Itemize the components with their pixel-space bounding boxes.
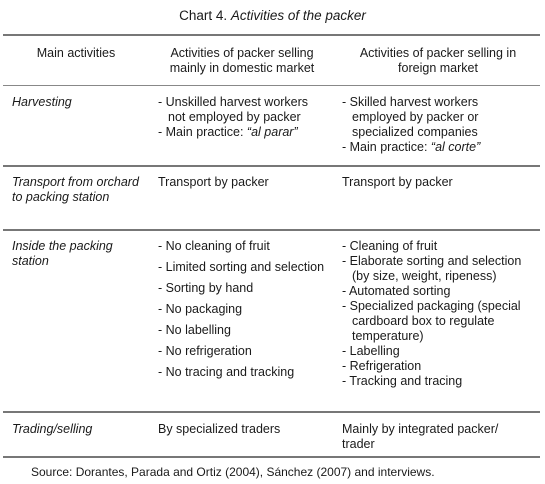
harvesting-domestic (158, 95, 326, 140)
list-item-text: - Main practice: (342, 140, 431, 154)
row-label-harvesting: Harvesting (12, 95, 72, 109)
list-item: - Sorting by hand (158, 281, 254, 295)
transport-domestic: Transport by packer (158, 175, 269, 189)
list-item: - Elaborate sorting and selection (by size, weight, ripeness) (342, 254, 522, 283)
row-label-inside: Inside the packing station (12, 239, 113, 268)
list-item: - Skilled harvest workers employed by packer or specialized companies (342, 95, 479, 139)
list-item: - Specialized packaging (special cardboard box to regulate temperature) (342, 299, 521, 343)
rule-row-2 (3, 229, 540, 231)
list-item: - Unskilled harvest workers not employed by packer (158, 95, 309, 124)
list-item (158, 125, 326, 140)
row-label-trading: Trading/selling (12, 422, 93, 436)
list-item-text: - Main practice: (158, 125, 247, 139)
list-item: - No labelling (158, 323, 231, 337)
list-item: - Automated sorting (342, 284, 451, 298)
list-item: - Refrigeration (342, 359, 422, 373)
title-italic: Activities of the packer (230, 8, 366, 23)
list-item: - No cleaning of fruit (158, 239, 270, 253)
list-item: - No packaging (158, 302, 243, 316)
header-main-activities: Main activities (36, 46, 116, 60)
trading-domestic: By specialized traders (158, 422, 281, 436)
practice-term: “al parar” (246, 125, 298, 139)
title-prefix: Chart 4. (179, 8, 231, 23)
harvesting-foreign (342, 95, 534, 155)
list-item: - Limited sorting and selection (158, 260, 325, 274)
source-note: Source: Dorantes, Parada and Ortiz (2004), Sánchez (2007) and interviews. (31, 465, 435, 479)
inside-foreign (342, 239, 534, 389)
list-item: - Labelling (342, 344, 400, 358)
list-item (342, 140, 534, 155)
list-item: - Cleaning of fruit (342, 239, 438, 253)
rule-row-3 (3, 411, 540, 413)
list-item: - Tracking and tracing (342, 374, 463, 388)
rule-row-1 (3, 165, 540, 167)
trading-foreign: Mainly by integrated packer/ trader (342, 422, 499, 451)
row-label-transport: Transport from orchard to packing station (12, 175, 139, 204)
list-item: - No refrigeration (158, 344, 252, 358)
practice-term: “al corte” (430, 140, 481, 154)
transport-foreign: Transport by packer (342, 175, 453, 189)
header-domestic: Activities of packer selling mainly in domestic market (169, 46, 315, 75)
list-item: - No tracing and tracking (158, 365, 295, 379)
chart-title (0, 8, 545, 23)
header-foreign: Activities of packer selling in foreign market (359, 46, 517, 75)
rule-top (3, 34, 540, 36)
rule-bottom (3, 456, 540, 458)
inside-domestic (158, 239, 326, 386)
rule-header (3, 85, 540, 86)
